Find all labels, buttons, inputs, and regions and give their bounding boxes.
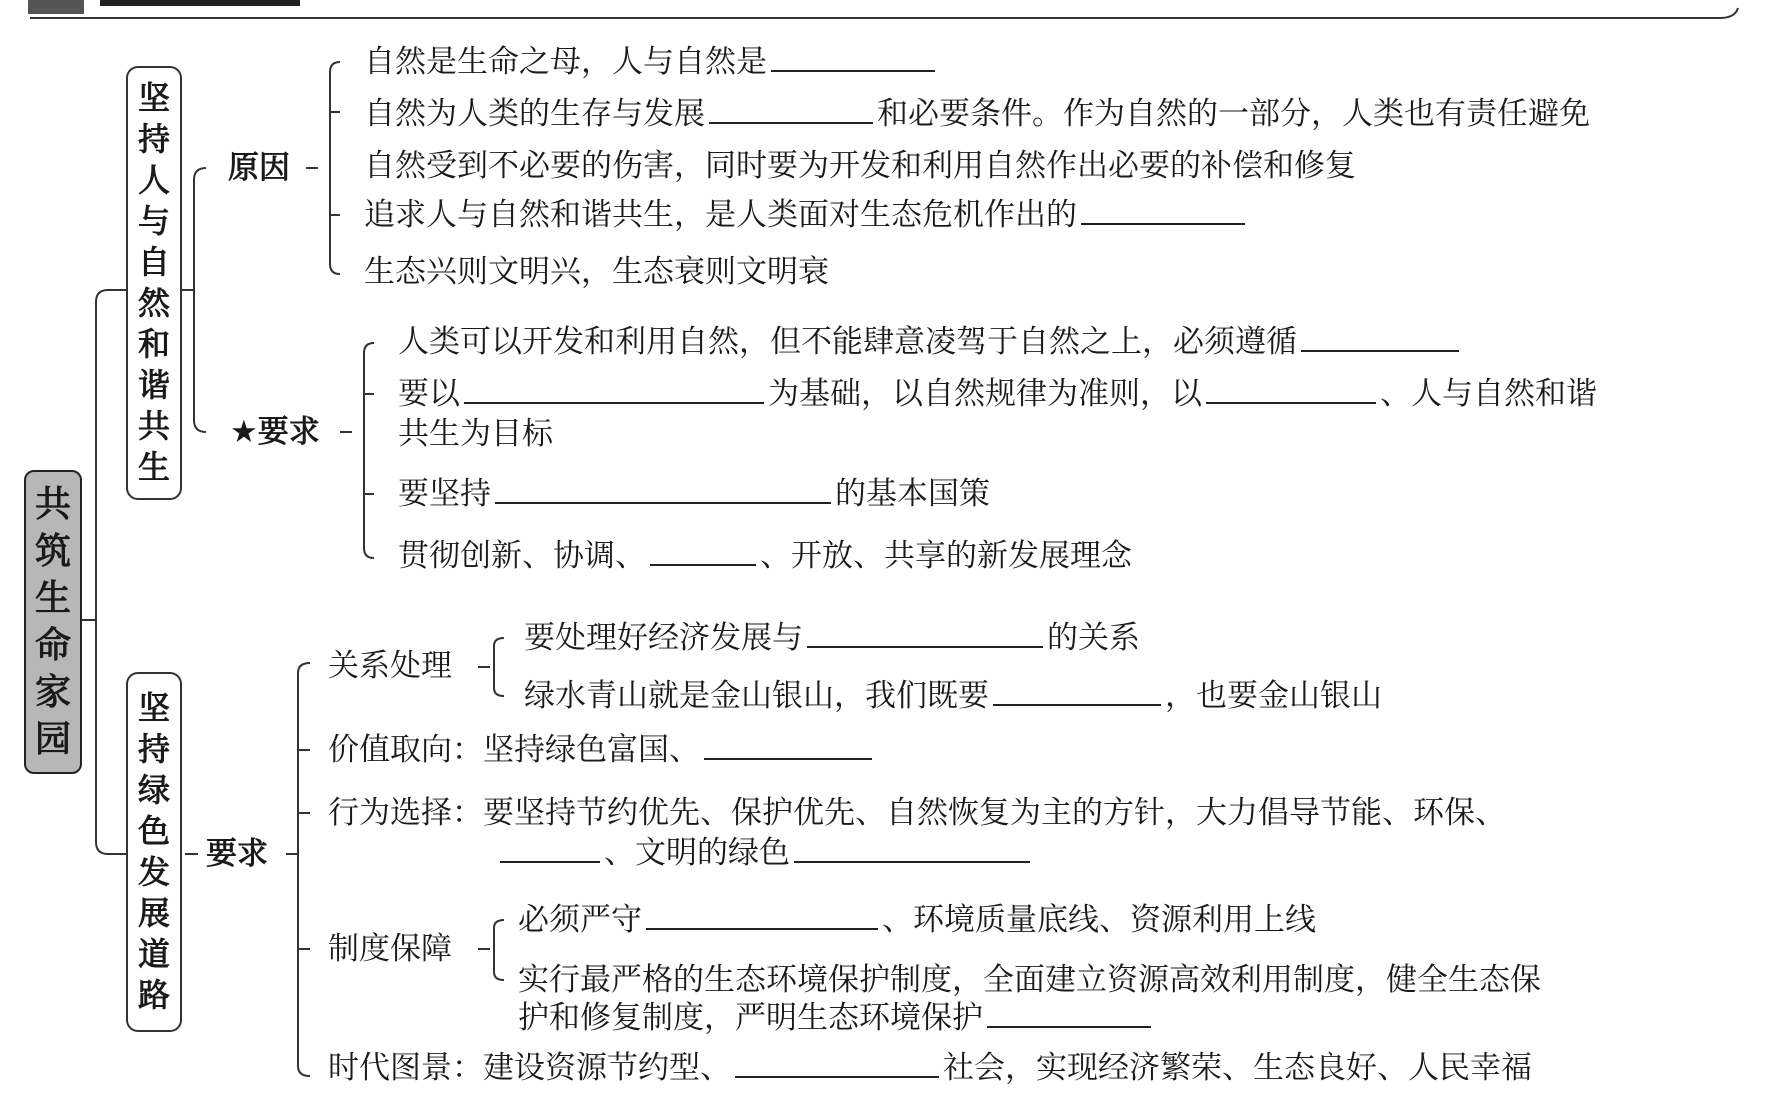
- branch-char: 展: [137, 894, 170, 932]
- require-text-mid: 为基础，以自然规律为准则，以: [768, 376, 1202, 412]
- branch-char: 绿: [137, 771, 170, 809]
- relation-item-2: [524, 678, 1382, 714]
- reason-item-2-cont: 自然受到不必要的伤害，同时要为开发和利用自然作出必要的补偿和修复: [364, 148, 1356, 184]
- require-text-after: 、人与自然和谐: [1380, 376, 1597, 412]
- root-char: 筑: [34, 531, 71, 572]
- branch-char: 谐: [137, 366, 170, 404]
- branch-char: 与: [137, 202, 170, 240]
- system-text-after: 、环境质量底线、资源利用上线: [882, 902, 1316, 938]
- require-item-4: [398, 538, 1132, 574]
- root-char: 家: [34, 672, 71, 713]
- reason-item-4: 生态兴则文明兴，生态衰则文明衰: [364, 254, 829, 290]
- fill-blank: [993, 680, 1161, 706]
- behavior-item-cont: [500, 835, 1034, 871]
- era-text: 时代图景：建设资源节约型、: [328, 1050, 731, 1086]
- era-text-after: 社会，实现经济繁荣、生态良好、人民幸福: [943, 1050, 1532, 1086]
- branch-char: 持: [137, 730, 170, 768]
- require-label: ★要求: [230, 414, 320, 450]
- require-text-after: 的基本国策: [835, 476, 990, 512]
- fill-blank: [646, 904, 878, 930]
- system-label: 制度保障: [328, 931, 452, 967]
- require-text: 人类可以开发和利用自然，但不能肆意凌驾于自然之上，必须遵循: [398, 324, 1297, 360]
- branch-char: 生: [137, 448, 170, 486]
- root-node: [24, 470, 82, 774]
- reason-item-3: [364, 197, 1249, 233]
- system-item-2: 实行最严格的生态环境保护制度，全面建立资源高效利用制度，健全生态保: [518, 962, 1541, 998]
- value-item: [328, 732, 876, 768]
- relation-label: 关系处理: [328, 648, 452, 684]
- branch-green-node: [126, 672, 182, 1032]
- branch-char: 坚: [137, 689, 170, 727]
- require-text: 要以: [398, 376, 460, 412]
- fill-blank: [650, 540, 756, 566]
- fill-blank: [794, 837, 1030, 863]
- branch-char: 路: [137, 976, 170, 1014]
- relation-text-after: ，也要金山银山: [1165, 678, 1382, 714]
- relation-item-1: [524, 620, 1140, 656]
- system-text: 护和修复制度，严明生态环境保护: [518, 1000, 983, 1036]
- root-char: 园: [34, 719, 71, 760]
- green-require-label: 要求: [206, 836, 268, 872]
- fill-blank: [771, 46, 935, 72]
- relation-text: 要处理好经济发展与: [524, 620, 803, 656]
- require-text-after: 、开放、共享的新发展理念: [760, 538, 1132, 574]
- system-text: 必须严守: [518, 902, 642, 938]
- require-item-2-cont: 共生为目标: [398, 416, 553, 452]
- root-char: 命: [34, 625, 71, 666]
- fill-blank: [709, 98, 873, 124]
- fill-blank: [735, 1052, 939, 1078]
- branch-char: 人: [137, 161, 170, 199]
- reason-text-after: 和必要条件。作为自然的一部分，人类也有责任避免: [877, 96, 1590, 132]
- branch-char: 然: [137, 284, 170, 322]
- branch-char: 共: [137, 407, 170, 445]
- require-item-3: [398, 476, 990, 512]
- require-item-2: [398, 376, 1597, 412]
- behavior-item: 行为选择：要坚持节约优先、保护优先、自然恢复为主的方针，大力倡导节能、环保、: [328, 795, 1506, 831]
- system-item-1: [518, 902, 1316, 938]
- branch-char: 持: [137, 120, 170, 158]
- reason-text: 自然是生命之母，人与自然是: [364, 44, 767, 80]
- era-item: [328, 1050, 1532, 1086]
- system-item-2-cont: [518, 1000, 1155, 1036]
- branch-char: 发: [137, 853, 170, 891]
- fill-blank: [495, 478, 831, 504]
- root-char: 共: [34, 484, 71, 525]
- fill-blank: [987, 1002, 1151, 1028]
- branch-char: 坚: [137, 79, 170, 117]
- reason-text: 追求人与自然和谐共生，是人类面对生态危机作出的: [364, 197, 1077, 233]
- fill-blank: [1081, 199, 1245, 225]
- branch-char: 和: [137, 325, 170, 363]
- reason-item-2: [364, 96, 1590, 132]
- fill-blank: [1301, 326, 1459, 352]
- require-text: 要坚持: [398, 476, 491, 512]
- require-item-1: [398, 324, 1463, 360]
- fill-blank: [500, 837, 600, 863]
- branch-harmony-node: [126, 66, 182, 500]
- root-char: 生: [34, 578, 71, 619]
- fill-blank: [464, 378, 764, 404]
- branch-char: 道: [137, 935, 170, 973]
- reason-label: 原因: [228, 150, 290, 186]
- branch-char: 色: [137, 812, 170, 850]
- reason-item-1: [364, 44, 939, 80]
- require-text: 贯彻创新、协调、: [398, 538, 646, 574]
- value-text: 价值取向：坚持绿色富国、: [328, 732, 700, 768]
- behavior-text-after: 、文明的绿色: [604, 835, 790, 871]
- fill-blank: [807, 622, 1043, 648]
- fill-blank: [704, 734, 872, 760]
- reason-text: 自然为人类的生存与发展: [364, 96, 705, 132]
- fill-blank: [1206, 378, 1376, 404]
- relation-text: 绿水青山就是金山银山，我们既要: [524, 678, 989, 714]
- relation-text-after: 的关系: [1047, 620, 1140, 656]
- branch-char: 自: [137, 243, 170, 281]
